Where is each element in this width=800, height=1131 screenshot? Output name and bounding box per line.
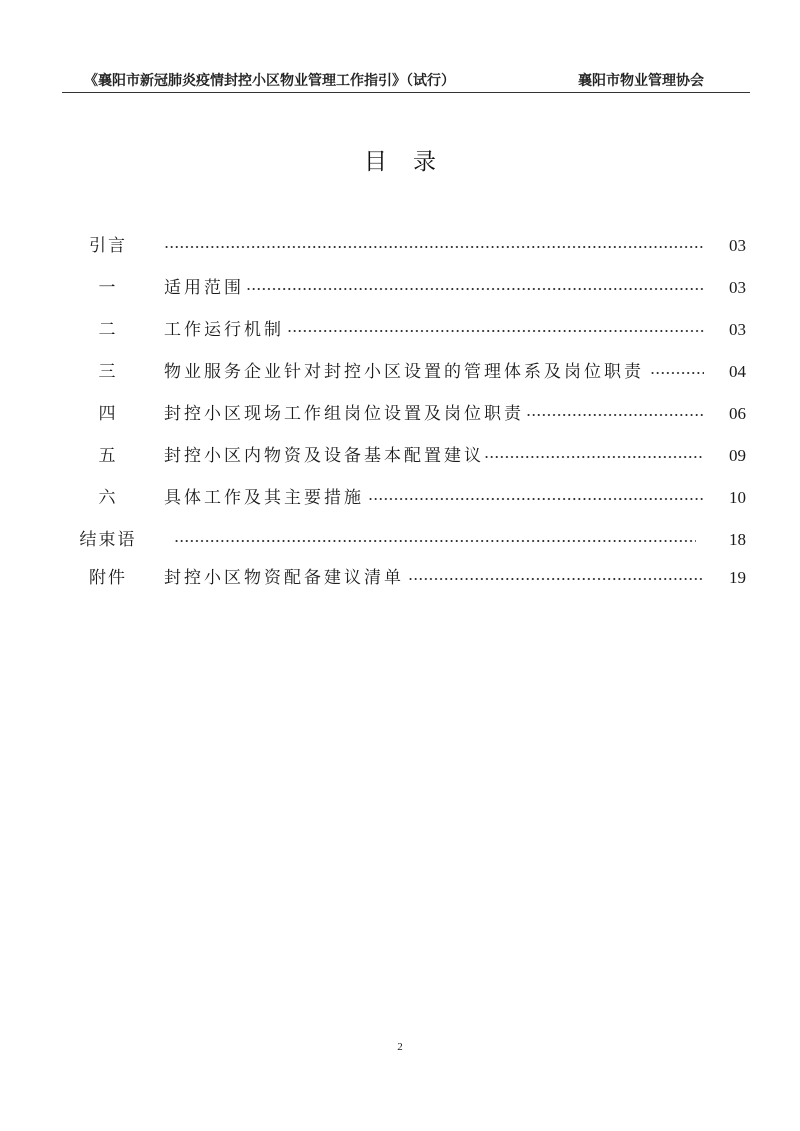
- toc-row: [70, 525, 750, 555]
- toc-number: 二: [98, 320, 118, 340]
- toc-page: 09: [729, 446, 746, 465]
- toc-leader-dots: [408, 578, 704, 580]
- toc-text: 封控小区内物资及设备基本配置建议: [164, 446, 484, 466]
- toc-text: 工作运行机制: [164, 320, 284, 340]
- toc-number: 五: [98, 446, 118, 466]
- toc-leader-dots: [287, 330, 704, 332]
- running-header: [62, 68, 748, 90]
- toc-row: [70, 357, 750, 387]
- toc-leader-dots: [164, 246, 704, 248]
- toc-text: 物业服务企业针对封控小区设置的管理体系及岗位职责: [164, 362, 644, 382]
- header-rule: [62, 92, 750, 93]
- toc-page: 18: [729, 530, 746, 549]
- toc-text: 封控小区现场工作组岗位设置及岗位职责: [164, 404, 524, 424]
- toc-number: 一: [98, 278, 118, 298]
- toc-row: [70, 483, 750, 513]
- toc-page: 19: [729, 568, 746, 587]
- toc-page: 10: [729, 488, 746, 507]
- toc-page: 03: [729, 236, 746, 255]
- header-organization: 襄阳市物业管理协会: [578, 73, 704, 89]
- toc-row: [70, 441, 750, 471]
- toc-text: 适用范围: [164, 278, 244, 298]
- toc-number: 结束语: [79, 530, 137, 550]
- toc-leader-dots: [246, 288, 704, 290]
- toc-row: [70, 273, 750, 303]
- toc-text: 具体工作及其主要措施: [164, 488, 364, 508]
- toc-row: [70, 563, 750, 593]
- toc-number: 三: [98, 362, 118, 382]
- toc-page: 04: [729, 362, 746, 381]
- toc-row: [70, 231, 750, 261]
- page-number: 2: [397, 1041, 403, 1053]
- toc-leader-dots: [484, 456, 704, 458]
- page-title: 目录: [364, 149, 462, 175]
- toc-leader-dots: [526, 414, 704, 416]
- toc-text: 封控小区物资配备建议清单: [164, 568, 404, 588]
- toc-number: 六: [98, 488, 118, 508]
- toc-row: [70, 399, 750, 429]
- toc-leader-dots: [650, 372, 704, 374]
- toc-page: 03: [729, 320, 746, 339]
- toc-number: 四: [98, 404, 118, 424]
- toc-page: 06: [729, 404, 746, 423]
- toc-number: 附件: [89, 568, 127, 588]
- header-document-title: 《襄阳市新冠肺炎疫情封控小区物业管理工作指引》（试行）: [84, 73, 455, 89]
- toc-leader-dots: [368, 498, 704, 500]
- toc-row: [70, 315, 750, 345]
- toc-page: 03: [729, 278, 746, 297]
- toc-leader-dots: [174, 540, 696, 542]
- toc-number: 引言: [89, 236, 127, 256]
